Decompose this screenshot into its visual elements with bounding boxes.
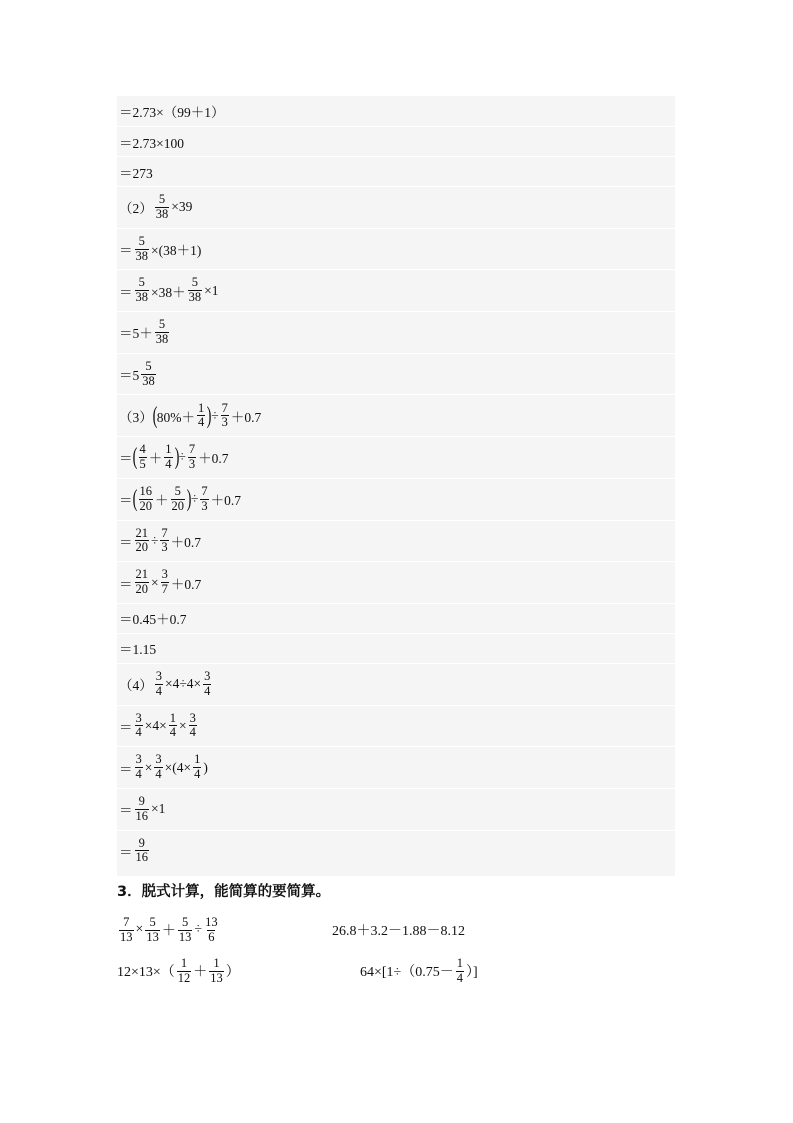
fraction-denominator: 5 [139,456,146,471]
solution-step [117,603,675,633]
fraction [164,443,172,472]
fraction-denominator: 7 [161,582,168,597]
expression-text: ＋0.7 [170,534,202,550]
fraction-denominator: 4 [155,767,162,782]
expression-text: ＝ [119,493,133,509]
fraction-numerator: 7 [201,483,208,498]
fraction-denominator: 4 [169,725,176,740]
fraction-denominator: 3 [221,415,228,430]
fraction-denominator: 4 [194,767,201,782]
fraction [161,568,169,597]
problem-2 [332,909,465,951]
expression-text: ×39 [171,199,193,215]
fraction [135,235,150,264]
expression-text: 26.8＋3.2－1.88－8.12 [332,924,465,939]
expression-text: （2） [119,201,153,217]
fraction-numerator: 1 [180,955,188,970]
fraction [188,276,203,305]
fraction-denominator: 16 [135,850,148,865]
fraction [188,443,196,472]
fraction [135,276,150,305]
expression-text: ＝ [119,576,133,592]
fraction [155,193,170,222]
solution-step [117,633,675,663]
fraction-numerator: 5 [191,275,198,290]
expression-text: ＋0.7 [230,409,262,425]
expression-text: × [151,574,159,590]
expression-text: ＝ [119,243,133,259]
solution-step [117,561,675,603]
problem-3 [117,950,240,992]
large-parenthesis: ( [152,402,158,429]
expression-text: ＋0.7 [198,451,229,467]
fraction [171,485,186,514]
fraction-numerator: 5 [158,317,166,332]
expression-text: ＋ [148,451,163,467]
expression-text: × [144,759,153,775]
fraction [203,670,211,699]
fraction-numerator: 1 [213,955,220,970]
fraction-denominator: 38 [155,206,169,221]
fraction [135,712,143,741]
exercise-heading: 3．脱式计算，能简算的要简算。 [117,884,331,900]
expression-text: ＝ [119,719,133,735]
fraction [189,712,197,741]
solution-step [117,126,675,156]
fraction [178,916,193,945]
fraction [135,527,150,556]
fraction-denominator: 13 [146,929,159,944]
solution-step [117,478,675,520]
solution-step [117,788,675,830]
fraction-numerator: 3 [155,752,162,767]
expression-text: × [178,717,187,733]
expression-text: ＝2.73×（99＋1） [119,105,225,120]
fraction [139,485,154,514]
expression-text: ＋0.7 [170,576,202,592]
expression-text: ×(4× [164,759,192,775]
expression-text: ＝2.73×100 [119,135,184,151]
expression-text: ＝5 [119,368,140,384]
fraction [135,837,150,866]
fraction [197,402,205,431]
fraction [209,957,224,986]
fraction-denominator: 6 [208,929,215,944]
solution-step [117,228,675,270]
expression-text: 12×13×（ [117,965,175,980]
fraction-denominator: 38 [155,331,169,346]
problem-1 [117,909,221,951]
fraction-denominator: 3 [188,456,196,471]
large-parenthesis: ( [132,486,137,513]
expression-text: ＋ [193,965,208,980]
expression-text: ）] [466,965,478,980]
fraction [155,670,163,699]
expression-text: ÷ [191,491,199,507]
solution-step [117,186,675,228]
expression-text: ＋ [155,493,169,509]
fraction-numerator: 7 [161,525,168,540]
fraction [177,957,192,986]
expression-text: 80%＋ [156,409,195,425]
solution-step [117,746,675,788]
fraction-denominator: 16 [135,808,148,823]
expression-text: ＝ [119,844,133,860]
fraction-denominator: 4 [135,725,142,740]
solution-step [117,705,675,747]
fraction [135,795,150,824]
fraction-denominator: 38 [142,373,155,388]
fraction [160,527,168,556]
fraction-numerator: 16 [139,483,152,498]
expression-text: ×1 [204,282,219,298]
fraction-numerator: 13 [205,914,218,929]
fraction [169,712,177,741]
expression-text: ＝ [119,761,133,777]
fraction-denominator: 20 [171,498,184,513]
fraction-numerator: 1 [165,442,172,457]
problem-4 [360,950,478,992]
expression-text: ＝1.15 [119,642,157,658]
expression-text: ＝ [119,284,133,300]
fraction-numerator: 5 [138,233,145,248]
fraction-denominator: 4 [135,767,142,782]
fraction [119,916,134,945]
fraction [141,360,156,389]
expression-text: ＝ [119,803,133,819]
fraction [135,753,143,782]
fraction-numerator: 3 [161,567,168,582]
fraction-numerator: 1 [169,710,176,725]
expression-text: ＋ [161,924,176,939]
fraction-numerator: 9 [138,794,145,809]
solution-step [117,156,675,186]
fraction-numerator: 5 [138,275,145,290]
fraction-denominator: 13 [120,929,133,944]
fraction-denominator: 4 [165,456,172,471]
fraction-numerator: 5 [149,914,156,929]
fraction-denominator: 38 [135,248,148,263]
expression-text: ×4× [144,717,167,733]
fraction [135,568,150,597]
fraction-denominator: 4 [155,683,162,698]
expression-text: ＝ [119,451,133,467]
expression-text: （3） [119,409,153,425]
fraction-numerator: 5 [174,483,181,498]
solution-step [117,830,675,872]
fraction-numerator: 5 [182,914,189,929]
fraction-numerator: 3 [135,752,142,767]
expression-text: ＝ [119,534,133,550]
fraction-numerator: 3 [204,668,211,683]
large-parenthesis: ) [174,444,179,471]
fraction-denominator: 4 [204,683,211,698]
fraction-denominator: 4 [456,970,463,985]
expression-text: （4） [119,678,153,694]
fraction-numerator: 3 [155,668,162,683]
fraction [193,753,201,782]
fraction-denominator: 38 [135,290,148,305]
large-parenthesis: ) [206,402,212,429]
expression-text: 64×[1÷（0.75－ [360,965,454,980]
fraction-denominator: 12 [177,970,191,985]
fraction-denominator: 4 [198,415,205,430]
fraction-denominator: 4 [189,725,196,740]
fraction-numerator: 5 [145,358,152,373]
expression-text: ÷ [178,449,186,465]
large-parenthesis: ( [132,444,137,471]
fraction-denominator: 20 [139,498,152,513]
solution-step [117,311,675,353]
large-parenthesis: ) [186,486,192,513]
fraction-numerator: 21 [135,525,148,540]
fraction-numerator: 1 [456,955,463,970]
solution-step [117,269,675,311]
expression-text: ×38＋ [151,284,186,300]
expression-text: × [135,922,144,937]
solution-step [117,520,675,562]
fraction-numerator: 9 [138,835,145,850]
fraction [154,753,162,782]
fraction-numerator: 21 [135,567,148,582]
fraction-numerator: 7 [188,442,196,457]
expression-text: ÷ [151,532,159,548]
expression-text: ) [203,759,208,775]
fraction [456,957,464,986]
fraction-numerator: 7 [123,914,130,929]
fraction-numerator: 3 [189,710,196,725]
fraction [204,916,219,945]
expression-text: ×4÷4× [165,676,202,692]
fraction-numerator: 3 [135,710,142,725]
fraction [139,443,147,472]
fraction-numerator: 7 [221,400,228,415]
solution-step [117,394,675,436]
expression-text: ×1 [151,801,166,817]
fraction-numerator: 1 [198,400,205,415]
expression-text: ÷ [211,407,219,423]
expression-text: ） [225,965,240,980]
expression-text: ×(38＋1) [151,243,202,259]
expression-text: ＝0.45＋0.7 [119,612,187,628]
solution-step [117,353,675,395]
expression-text: ＝273 [119,165,153,181]
expression-text: ＋0.7 [210,493,242,509]
fraction-denominator: 13 [178,929,192,944]
expression-text: ÷ [194,922,203,937]
fraction-denominator: 20 [135,582,148,597]
fraction [200,485,208,514]
fraction-numerator: 1 [194,752,201,767]
expression-text: ＝5＋ [119,326,153,342]
fraction-denominator: 3 [201,498,208,513]
fraction-denominator: 20 [135,540,148,555]
solution-step [117,663,675,705]
solution-step [117,436,675,478]
solution-step [117,96,675,126]
fraction-denominator: 13 [210,970,223,985]
fraction [155,318,170,347]
fraction [145,916,160,945]
fraction-numerator: 4 [139,442,146,457]
fraction [221,402,229,431]
fraction-numerator: 5 [158,192,166,207]
solution-steps [117,96,675,876]
fraction-denominator: 38 [188,290,202,305]
fraction-denominator: 3 [161,540,168,555]
